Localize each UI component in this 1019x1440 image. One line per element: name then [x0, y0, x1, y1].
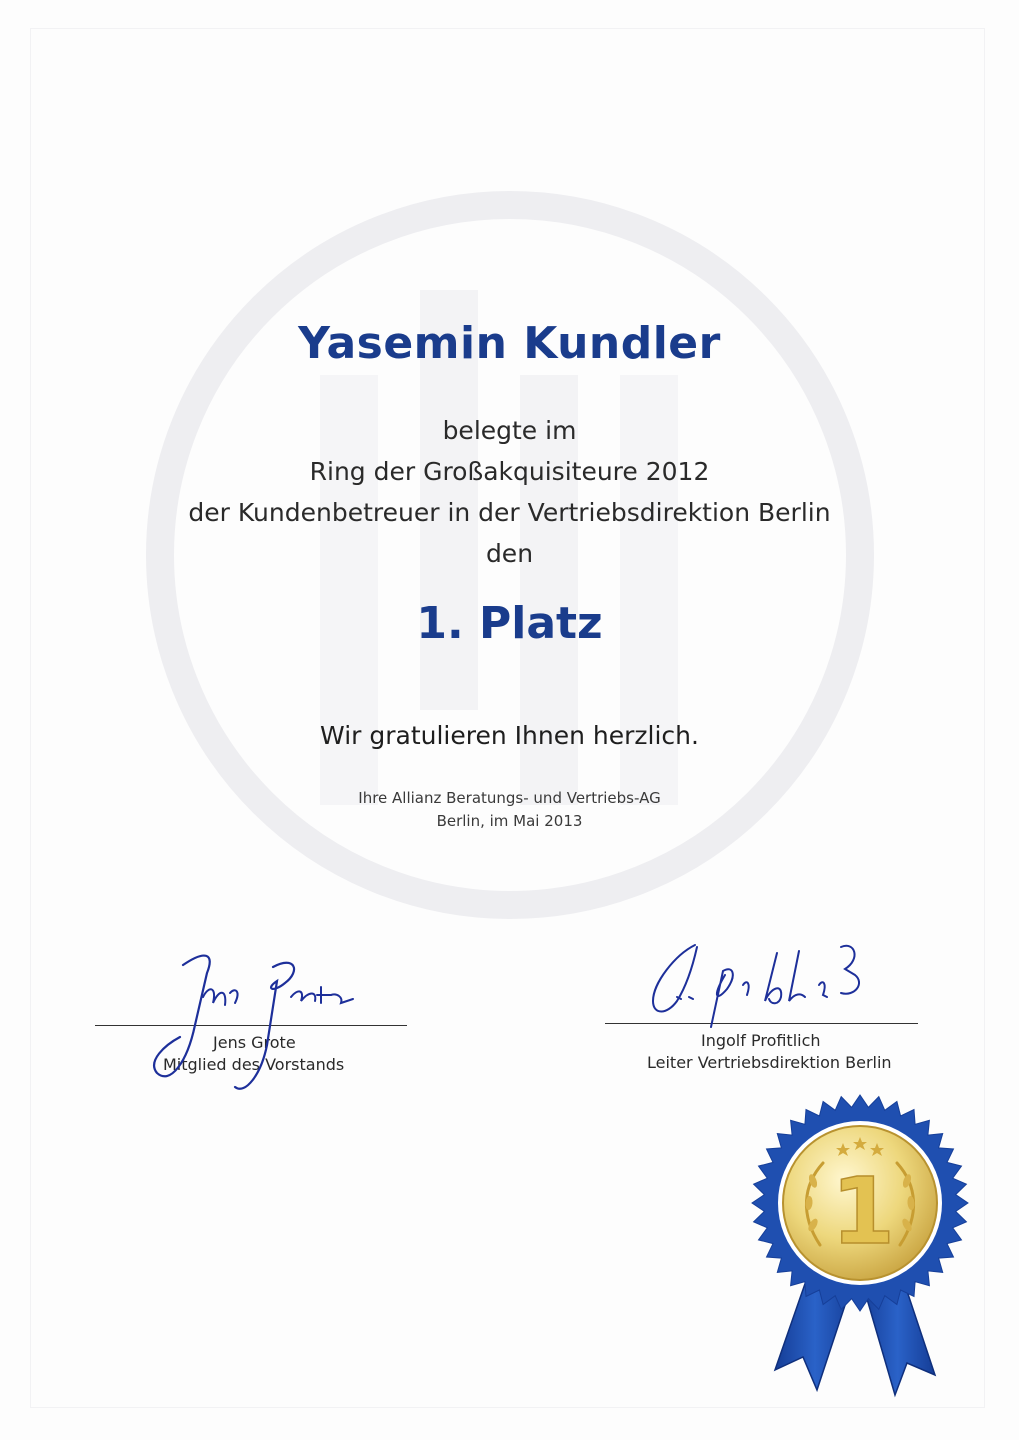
award-line-4: den [485, 539, 534, 568]
handwritten-signature-right [605, 935, 918, 1085]
signature-block-left [95, 945, 407, 1085]
award-line-1: belegte im [442, 416, 577, 445]
award-line-3: der Kundenbetreuer in der Vertriebsdirektion Berlin [188, 498, 831, 527]
congratulation-text: Wir gratulieren Ihnen herzlich. [320, 721, 699, 750]
signatory-role: Leiter Vertriebsdirektion Berlin [647, 1053, 892, 1072]
first-place-rosette [745, 1085, 975, 1405]
signatory-name: Jens Grote [213, 1033, 296, 1052]
signatory-name: Ingolf Profitlich [701, 1031, 821, 1050]
placement-title: 1. Platz [416, 598, 603, 649]
place-date-text: Berlin, im Mai 2013 [436, 812, 583, 830]
recipient-name: Yasemin Kundler [298, 318, 721, 369]
rosette-number: 1 [830, 1158, 896, 1265]
signatory-role: Mitglied des Vorstands [163, 1055, 345, 1074]
issuer-text: Ihre Allianz Beratungs- und Vertriebs-AG [358, 789, 661, 807]
handwritten-signature-left [95, 945, 407, 1095]
signature-block-right [605, 935, 918, 1075]
award-line-2: Ring der Großakquisiteure 2012 [309, 457, 710, 486]
